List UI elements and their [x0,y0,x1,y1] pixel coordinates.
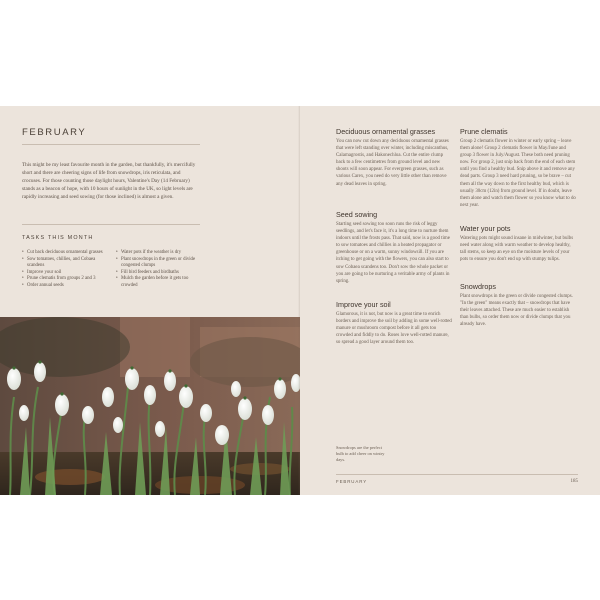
intro-divider [22,224,200,225]
section-heading: Deciduous ornamental grasses [336,127,436,136]
snowdrops-photo [0,317,300,495]
section-heading: Improve your soil [336,300,391,309]
footer-rule [336,474,578,475]
task-item: • Improve your soil [22,270,108,277]
section-heading: Prune clematis [460,127,508,136]
book-spread [0,106,600,495]
section-body: Watering pots might sound insane in midwinter, but bulbs need water along with warm weather to develop healthy, tall stems, so keep an eye on the moisture levels of your pots to ensure you don't end up with stumpy tulips. [460,236,574,263]
section-body: You can now cut down any deciduous ornamental grasses that were left standing over winter, including miscanthus, Calamagrostis, and Hakonechloa. Cut the entire clump back to a few centimetres from ground level and new shoots will soon appear. For evergreen grasses, such as various Carex, you need do very little other than remove any dead leaves in spring. [336,139,449,187]
page-number: 185 [570,479,578,484]
month-title: FEBRUARY [22,127,87,138]
right-page [300,106,600,495]
section-body: Plant snowdrops in the green or divide congested clumps. "In the green" means exactly that – snowdrops that have their leaves attached. These are much easier to establish than bulbs, so order them now or divide clumps that you already have. [460,294,573,328]
section-heading: Seed sowing [336,210,378,219]
photo-caption: Snowdrops are the perfect bulb to add cheer on wintry days. [336,445,385,462]
title-divider [22,144,200,145]
task-item: • Order annual seeds [22,283,108,290]
task-item: • Plant snowdrops in the green or divide congested clumps [116,257,196,270]
tasks-heading: TASKS THIS MONTH [22,235,94,241]
task-list-column-2 [116,250,196,290]
section-heading: Snowdrops [460,282,496,291]
task-item: • Water pots if the weather is dry [116,250,196,257]
intro-paragraph: This might be my least favourite month in the garden, but thankfully, it's mercifully short and there are cheering signs of life from snowdrops, iris reticulata, and crocuses. For those counting those daylight hours, Valentine's Day (14 February) stands as a beacon of hope, with 10 hours of sunlight in the UK, so light levels are rapidly increasing and seed sowing (for those inclined) is almost a given. [22,162,196,200]
section-body: Group 2 clematis flower in winter or early spring – leave them alone! Group 2 clematis flower in May/June and group 3 flower in July/August. These both need pruning now. For group 2, just snip back from the end of each stem until you find a healthy bud. Snip above it and remove any dead parts. Group 3 need hard pruning, so be brave – cut them all the way down to the first healthy bud, which is usually 30cm (12in) from ground level. If in doubt, leave them alone and watch them flower so you know what to do next year. [460,139,576,208]
section-body: Starting seed sowing too soon runs the risk of leggy seedlings, and let's face it, it's a long time to nurture them indoors until the frosts pass. That said, now is a good time to sow tomatoes and chillies in a heated propagator or greenhouse or on a warm, sunny windowsill. If you are itching to get going with the flowers, you can also start to sow Cobaea scandens too. Don't sow the whole packet or you are going to be nurturing a veritable army of plants in spring. [336,222,450,284]
running-footer: FEBRUARY [336,479,368,484]
left-page [0,106,300,495]
section-body: Glamorous, it is not, but now is a great time to enrich borders and improve the soil by adding in some well-rotted manure or mushroom compost before it all gets too crowded and fiddly to do. Roses love well-rotted manure, so spread a good layer around them too. [336,312,452,346]
task-item: • Sow tomatoes, chillies, and Cobaea scandens [22,257,108,270]
task-list-column-1 [22,250,108,290]
task-item: • Prune clematis from groups 2 and 3 [22,276,108,283]
task-item: • Fill bird feeders and birdbaths [116,270,196,277]
task-item: • Mulch the garden before it gets too crowded [116,276,196,289]
task-item: • Cut back deciduous ornamental grasses [22,250,108,257]
section-heading: Water your pots [460,224,511,233]
